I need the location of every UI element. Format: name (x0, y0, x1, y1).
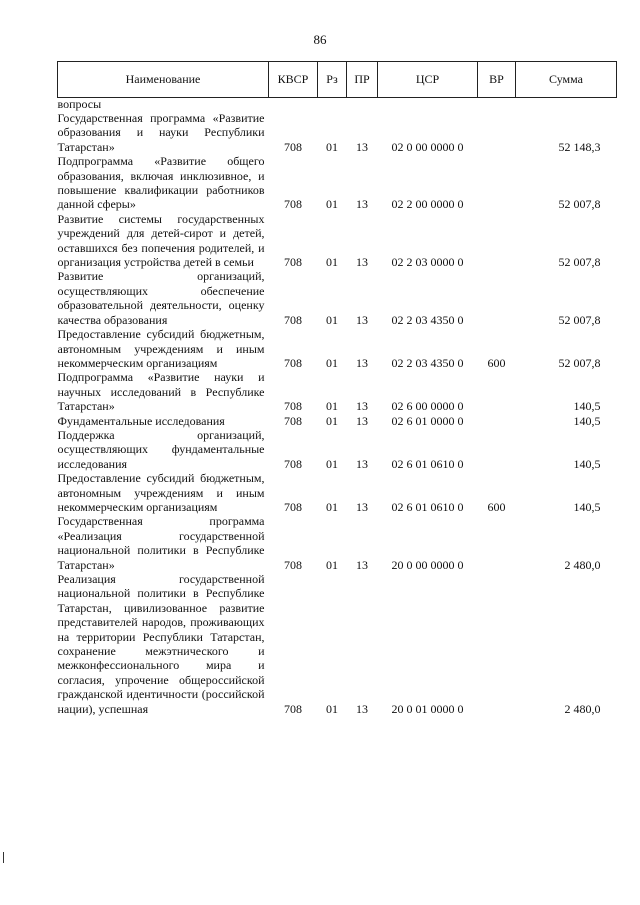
row-name: Развитие системы государственных учреждений для детей-сирот и детей, оставшихся без попечения родителей, и организация устройства детей в семьи (57, 211, 265, 270)
table-row (58, 111, 617, 154)
row-sum: 140,5 (573, 399, 601, 414)
table-row (58, 370, 617, 413)
row-pr: 13 (356, 197, 368, 212)
row-pr: 13 (356, 557, 368, 572)
row-kvsr: 708 (284, 701, 302, 716)
row-pr: 13 (356, 399, 368, 414)
row-rz: 01 (326, 499, 338, 514)
row-pr: 13 (356, 701, 368, 716)
table-row (58, 154, 617, 212)
row-vr (478, 111, 516, 154)
table-header-row (58, 62, 617, 98)
table-row (58, 327, 617, 370)
row-kvsr: 708 (284, 139, 302, 154)
row-csr: 02 2 03 4350 0 (391, 312, 464, 327)
header-kvsr: КВСР (269, 62, 318, 98)
budget-table (57, 61, 617, 716)
row-sum: 2 480,0 (564, 557, 601, 572)
table-row (58, 471, 617, 514)
table-row (58, 414, 617, 428)
table-row (58, 428, 617, 471)
row-pr: 13 (356, 312, 368, 327)
header-sum: Сумма (516, 62, 617, 98)
header-pr: ПР (347, 62, 378, 98)
row-sum: 2 480,0 (564, 701, 601, 716)
header-csr: ЦСР (378, 62, 478, 98)
row-csr: 20 0 00 0000 0 (391, 557, 464, 572)
row-rz: 01 (326, 139, 338, 154)
row-pr: 13 (356, 499, 368, 514)
row-csr: 02 6 00 0000 0 (391, 399, 464, 414)
row-pr: 13 (356, 355, 368, 370)
row-vr (478, 428, 516, 471)
row-rz: 01 (326, 255, 338, 270)
row-name: Реализация государственной национальной политики в Республике Татарстан, цивилизованное развитие представителей народов, проживающих на территории Республики Татарстан, сохранение межэтнического и межконфессионального мира и согласия, упрочение общероссийской гражданской идентичности (российской нации), успешная (57, 572, 265, 716)
row-kvsr: 708 (284, 197, 302, 212)
row-csr: 02 6 01 0610 0 (391, 499, 464, 514)
header-rz: Рз (318, 62, 347, 98)
header-vr: ВР (478, 62, 516, 98)
row-name: Развитие организаций, осуществляющих обеспечение образовательной деятельности, оценку качества образования (57, 269, 265, 327)
row-csr: 02 6 01 0000 0 (391, 413, 464, 428)
row-name: Государственная программа «Реализация государственной национальной политики в Республике Татарстан» (57, 514, 265, 572)
row-sum: 52 007,8 (558, 355, 601, 370)
row-sum: 52 007,8 (558, 197, 601, 212)
row-csr: 02 6 01 0610 0 (391, 456, 464, 471)
continuation-text: вопросы (57, 97, 102, 111)
page-number: 86 (313, 32, 327, 47)
row-rz: 01 (326, 456, 338, 471)
table-row (58, 514, 617, 572)
row-name: Предоставление субсидий бюджетным, автономным учреждениям и иным некоммерческим организациям (57, 471, 265, 514)
row-rz: 01 (326, 701, 338, 716)
row-sum: 52 148,3 (558, 139, 601, 154)
header-name: Наименование (58, 62, 269, 98)
row-vr (478, 212, 516, 270)
row-kvsr: 708 (284, 399, 302, 414)
row-vr (478, 269, 516, 327)
row-rz: 01 (326, 557, 338, 572)
table-row (58, 269, 617, 327)
continuation-row (58, 98, 617, 112)
row-rz: 01 (326, 355, 338, 370)
row-name: Подпрограмма «Развитие науки и научных исследований в Республике Татарстан» (57, 370, 265, 414)
row-vr (478, 414, 516, 428)
row-name: Подпрограмма «Развитие общего образования, включая инклюзивное, и повышение квалификации работников данной сферы» (57, 154, 265, 212)
row-sum: 52 007,8 (558, 255, 601, 270)
row-sum: 52 007,8 (558, 312, 601, 327)
row-name: Поддержка организаций, осуществляющих фундаментальные исследования (57, 427, 265, 471)
row-vr (478, 514, 516, 572)
row-sum: 140,5 (573, 499, 601, 514)
row-pr: 13 (356, 413, 368, 428)
row-kvsr: 708 (284, 255, 302, 270)
row-csr: 20 0 01 0000 0 (391, 701, 464, 716)
row-pr: 13 (356, 456, 368, 471)
row-sum: 140,5 (573, 456, 601, 471)
row-kvsr: 708 (284, 456, 302, 471)
row-pr: 13 (356, 139, 368, 154)
row-name: Фундаментальные исследования (57, 413, 225, 428)
row-rz: 01 (326, 197, 338, 212)
row-vr: 600 (487, 499, 506, 514)
row-kvsr: 708 (284, 557, 302, 572)
row-kvsr: 708 (284, 312, 302, 327)
row-vr (478, 154, 516, 212)
row-kvsr: 708 (284, 355, 302, 370)
row-name: Государственная программа «Развитие образования и науки Республики Татарстан» (57, 111, 265, 154)
row-vr (478, 572, 516, 716)
row-sum: 140,5 (573, 413, 601, 428)
table-row (58, 572, 617, 716)
row-kvsr: 708 (284, 499, 302, 514)
row-rz: 01 (326, 399, 338, 414)
row-csr: 02 2 03 4350 0 (391, 355, 464, 370)
table-row (58, 212, 617, 270)
row-csr: 02 2 03 0000 0 (391, 255, 464, 270)
row-kvsr: 708 (284, 413, 302, 428)
row-vr: 600 (487, 355, 506, 370)
margin-mark (3, 852, 4, 863)
row-pr: 13 (356, 255, 368, 270)
row-rz: 01 (326, 312, 338, 327)
row-rz: 01 (326, 413, 338, 428)
row-vr (478, 370, 516, 413)
row-csr: 02 2 00 0000 0 (391, 197, 464, 212)
row-csr: 02 0 00 0000 0 (391, 139, 464, 154)
row-name: Предоставление субсидий бюджетным, автономным учреждениям и иным некоммерческим организациям (57, 327, 265, 370)
